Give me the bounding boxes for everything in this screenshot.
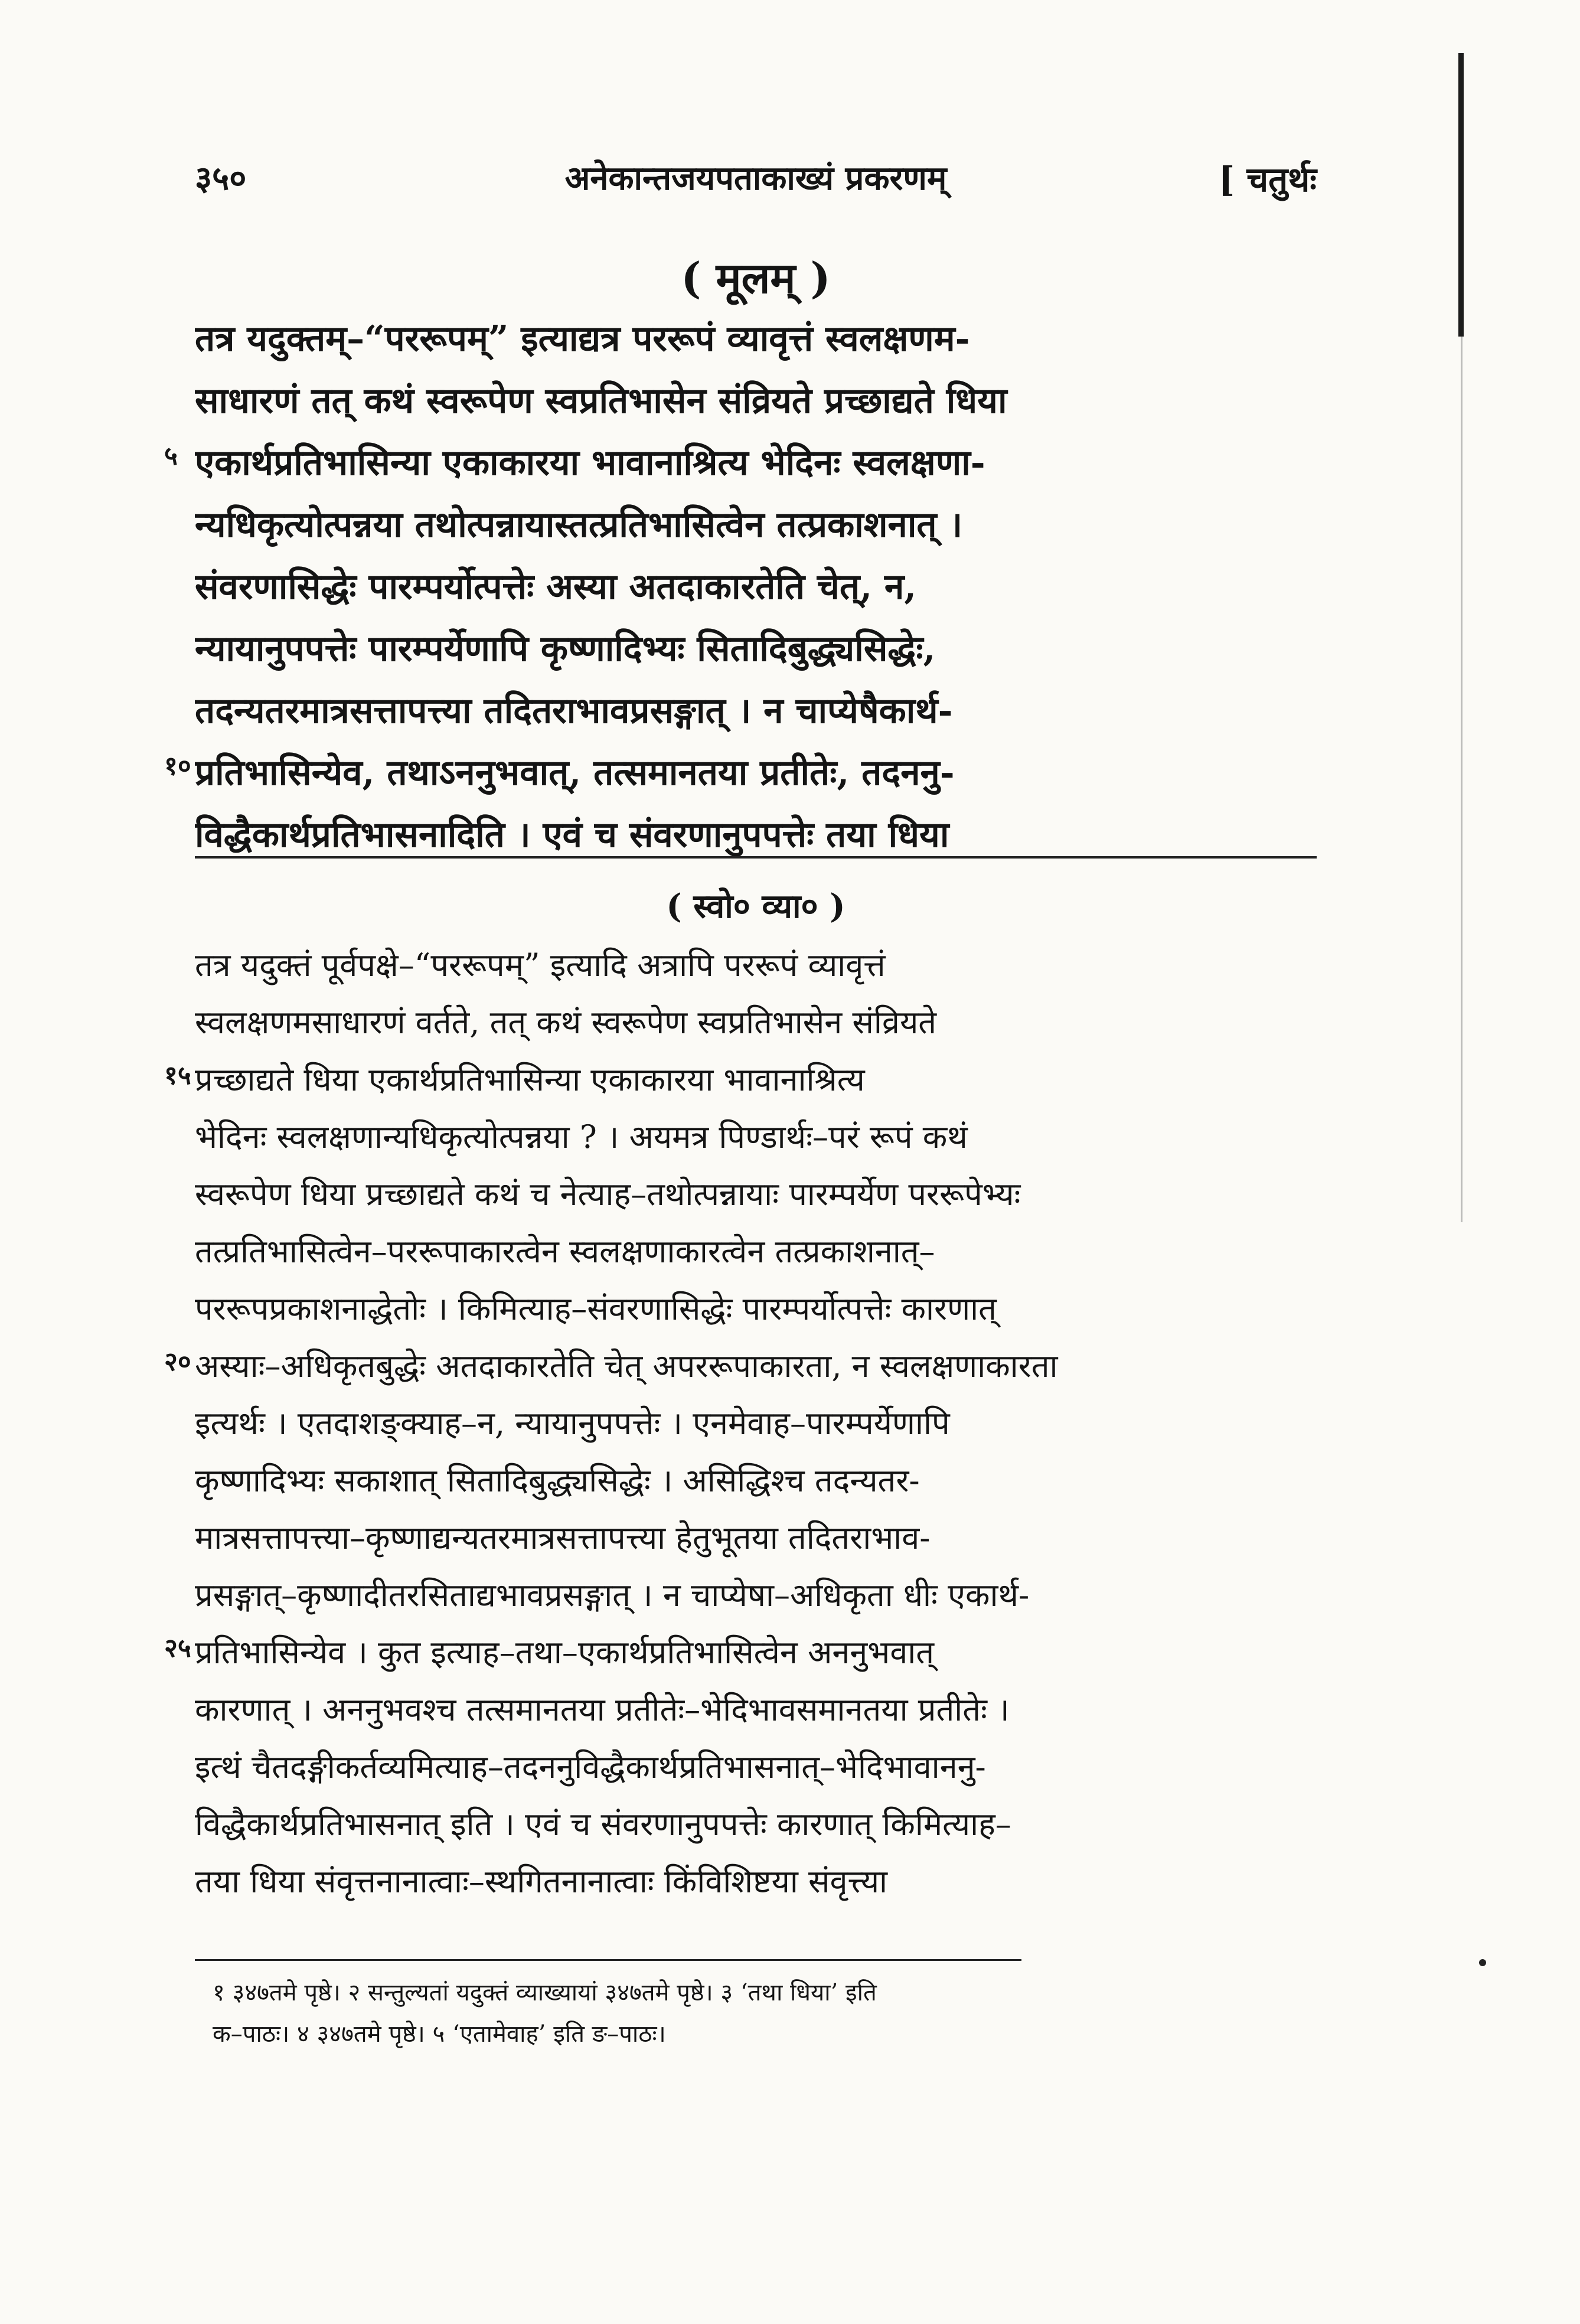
vyakhya-line-text: प्रच्छाद्यते धिया एकार्थप्रतिभासिन्या एकाकारया भावानाश्रित्य [195,1061,865,1098]
page-edge-shadow [1461,337,1463,1222]
vyakhya-line-text: इत्थं चैतदङ्गीकर्तव्यमित्याह–तदननुविद्धैकार्थप्रतिभासनात्–भेदिभावाननु- [195,1748,986,1786]
vyakhya-line-text: इत्यर्थः । एतदाशङ्क्याह–न, न्यायानुपपत्तेः । एनमेवाह–पारम्पर्येणापि [195,1405,950,1442]
vyakhya-line-text: कृष्णादिभ्यः सकाशात् सितादिबुद्ध्यसिद्धेः । असिद्धिश्च तदन्यतर- [195,1462,920,1499]
footnote-divider [195,1959,1021,1961]
vyakhya-line-text: कारणात् । अननुभवश्च तत्समानतया प्रतीतेः–भेदिभावसमानतया प्रतीतेः । [195,1691,1010,1728]
section-divider [195,856,1317,859]
page-title: अनेकान्तजयपताकाख्यं प्रकरणम् [564,159,947,198]
vyakhya-line-text: विद्धैकार्थप्रतिभासनात् इति । एवं च संवरणानुपपत्तेः कारणात् किमित्याह– [195,1806,1011,1843]
mula-line-text: साधारणं तत् कथं स्वरूपेण स्वप्रतिभासेन संव्रियते प्रच्छाद्यते धिया [195,380,1007,422]
line-number: १० [164,751,191,781]
ink-speck [1479,1959,1486,1966]
line-number: १५ [164,1060,191,1091]
vyakhya-line-text: तया धिया संवृत्तनानात्वाः–स्थगितनानात्वाः किंविशिष्टया संवृत्त्या [195,1863,888,1900]
mula-line-text: न्यधिकृत्योत्पन्नया तथोत्पन्नायास्तत्प्रतिभासित्वेन तत्प्रकाशनात् । [195,504,963,546]
vyakhya-line-text: स्वरूपेण धिया प्रच्छाद्यते कथं च नेत्याह–तथोत्पन्नायाः पारम्पर्येण पररूपेभ्यः [195,1176,1021,1213]
vyakhya-line-text: प्रसङ्गात्–कृष्णादीतरसिताद्यभावप्रसङ्गात् । न चाप्येषा–अधिकृता धीः एकार्थ- [195,1576,1030,1614]
line-number: ५ [164,441,178,471]
mula-line-text: तत्र यदुक्तम्–“पररूपम्” इत्याद्यत्र पररूपं व्यावृत्तं स्वलक्षणम- [195,318,970,360]
mula-line-text: विद्धैकार्थप्रतिभासनादिति । एवं च संवरणानुपपत्तेः तया धिया [195,814,949,856]
chapter-marker: [ चतुर्थः [1218,159,1317,200]
mula-line-text: एकार्थप्रतिभासिन्या एकाकारया भावानाश्रित्य भेदिनः स्वलक्षणा- [195,442,985,484]
vyakhya-line-text: पररूपप्रकाशनाद्धेतोः । किमित्याह–संवरणासिद्धेः पारम्पर्योत्पत्तेः कारणात् [195,1290,997,1327]
page-edge-line [1458,53,1464,337]
page-number: ३५० [195,159,247,198]
line-number: २० [164,1347,191,1377]
vyakhya-line-text: मात्रसत्तापत्त्या–कृष्णाद्यन्यतरमात्रसत्तापत्त्या हेतुभूतया तदितराभाव- [195,1519,931,1556]
mula-line-text: संवरणासिद्धेः पारम्पर्योत्पत्तेः अस्या अतदाकारतेति चेत्, न, [195,566,917,608]
vyakhya-line-text: प्रतिभासिन्येव । कुत इत्याह–तथा–एकार्थप्रतिभासित्वेन अननुभवात् [195,1634,935,1671]
vyakhya-line-text: तत्र यदुक्तं पूर्वपक्षे–“पररूपम्” इत्यादि अत्रापि पररूपं व्यावृत्तं [195,946,886,984]
page-header [195,155,1317,208]
footnote-line-1: १ ३४७तमे पृष्ठे। २ सन्तुल्यतां यदुक्तं व्याख्यायां ३४७तमे पृष्ठे। ३ ‘तथा धिया’ इति [213,1979,877,2006]
vyakhya-line-text: भेदिनः स्वलक्षणान्यधिकृत्योत्पन्नया ? । अयमत्र पिण्डार्थः–परं रूपं कथं [195,1118,968,1156]
mula-heading: ( मूलम् ) [681,253,831,303]
vyakhya-line-text: अस्याः–अधिकृतबुद्धेः अतदाकारतेति चेत् अपररूपाकारता, न स्वलक्षणाकारता [195,1347,1058,1385]
vyakhya-line-text: तत्प्रतिभासित्वेन–पररूपाकारत्वेन स्वलक्षणाकारत्वेन तत्प्रकाशनात्– [195,1233,935,1270]
mula-line-text: न्यायानुपपत्तेः पारम्पर्येणापि कृष्णादिभ्यः सितादिबुद्ध्यसिद्धेः, [195,628,936,670]
line-number: २५ [164,1633,191,1663]
mula-line-text: प्रतिभासिन्येव, तथाऽननुभवात्, तत्समानतया प्रतीतेः, तदननु- [195,752,955,794]
mula-line-text: तदन्यतरमात्रसत्तापत्त्या तदितराभावप्रसङ्गात् । न चाप्येषैकार्थ- [195,690,953,732]
footnote-line-2: क–पाठः। ४ ३४७तमे पृष्ठे। ५ ‘एतामेवाह’ इति ङ–पाठः। [213,2021,666,2048]
vyakhya-heading: ( स्वो० व्या० ) [666,887,846,926]
vyakhya-line-text: स्वलक्षणमसाधारणं वर्तते, तत् कथं स्वरूपेण स्वप्रतिभासेन संव्रियते [195,1004,937,1041]
